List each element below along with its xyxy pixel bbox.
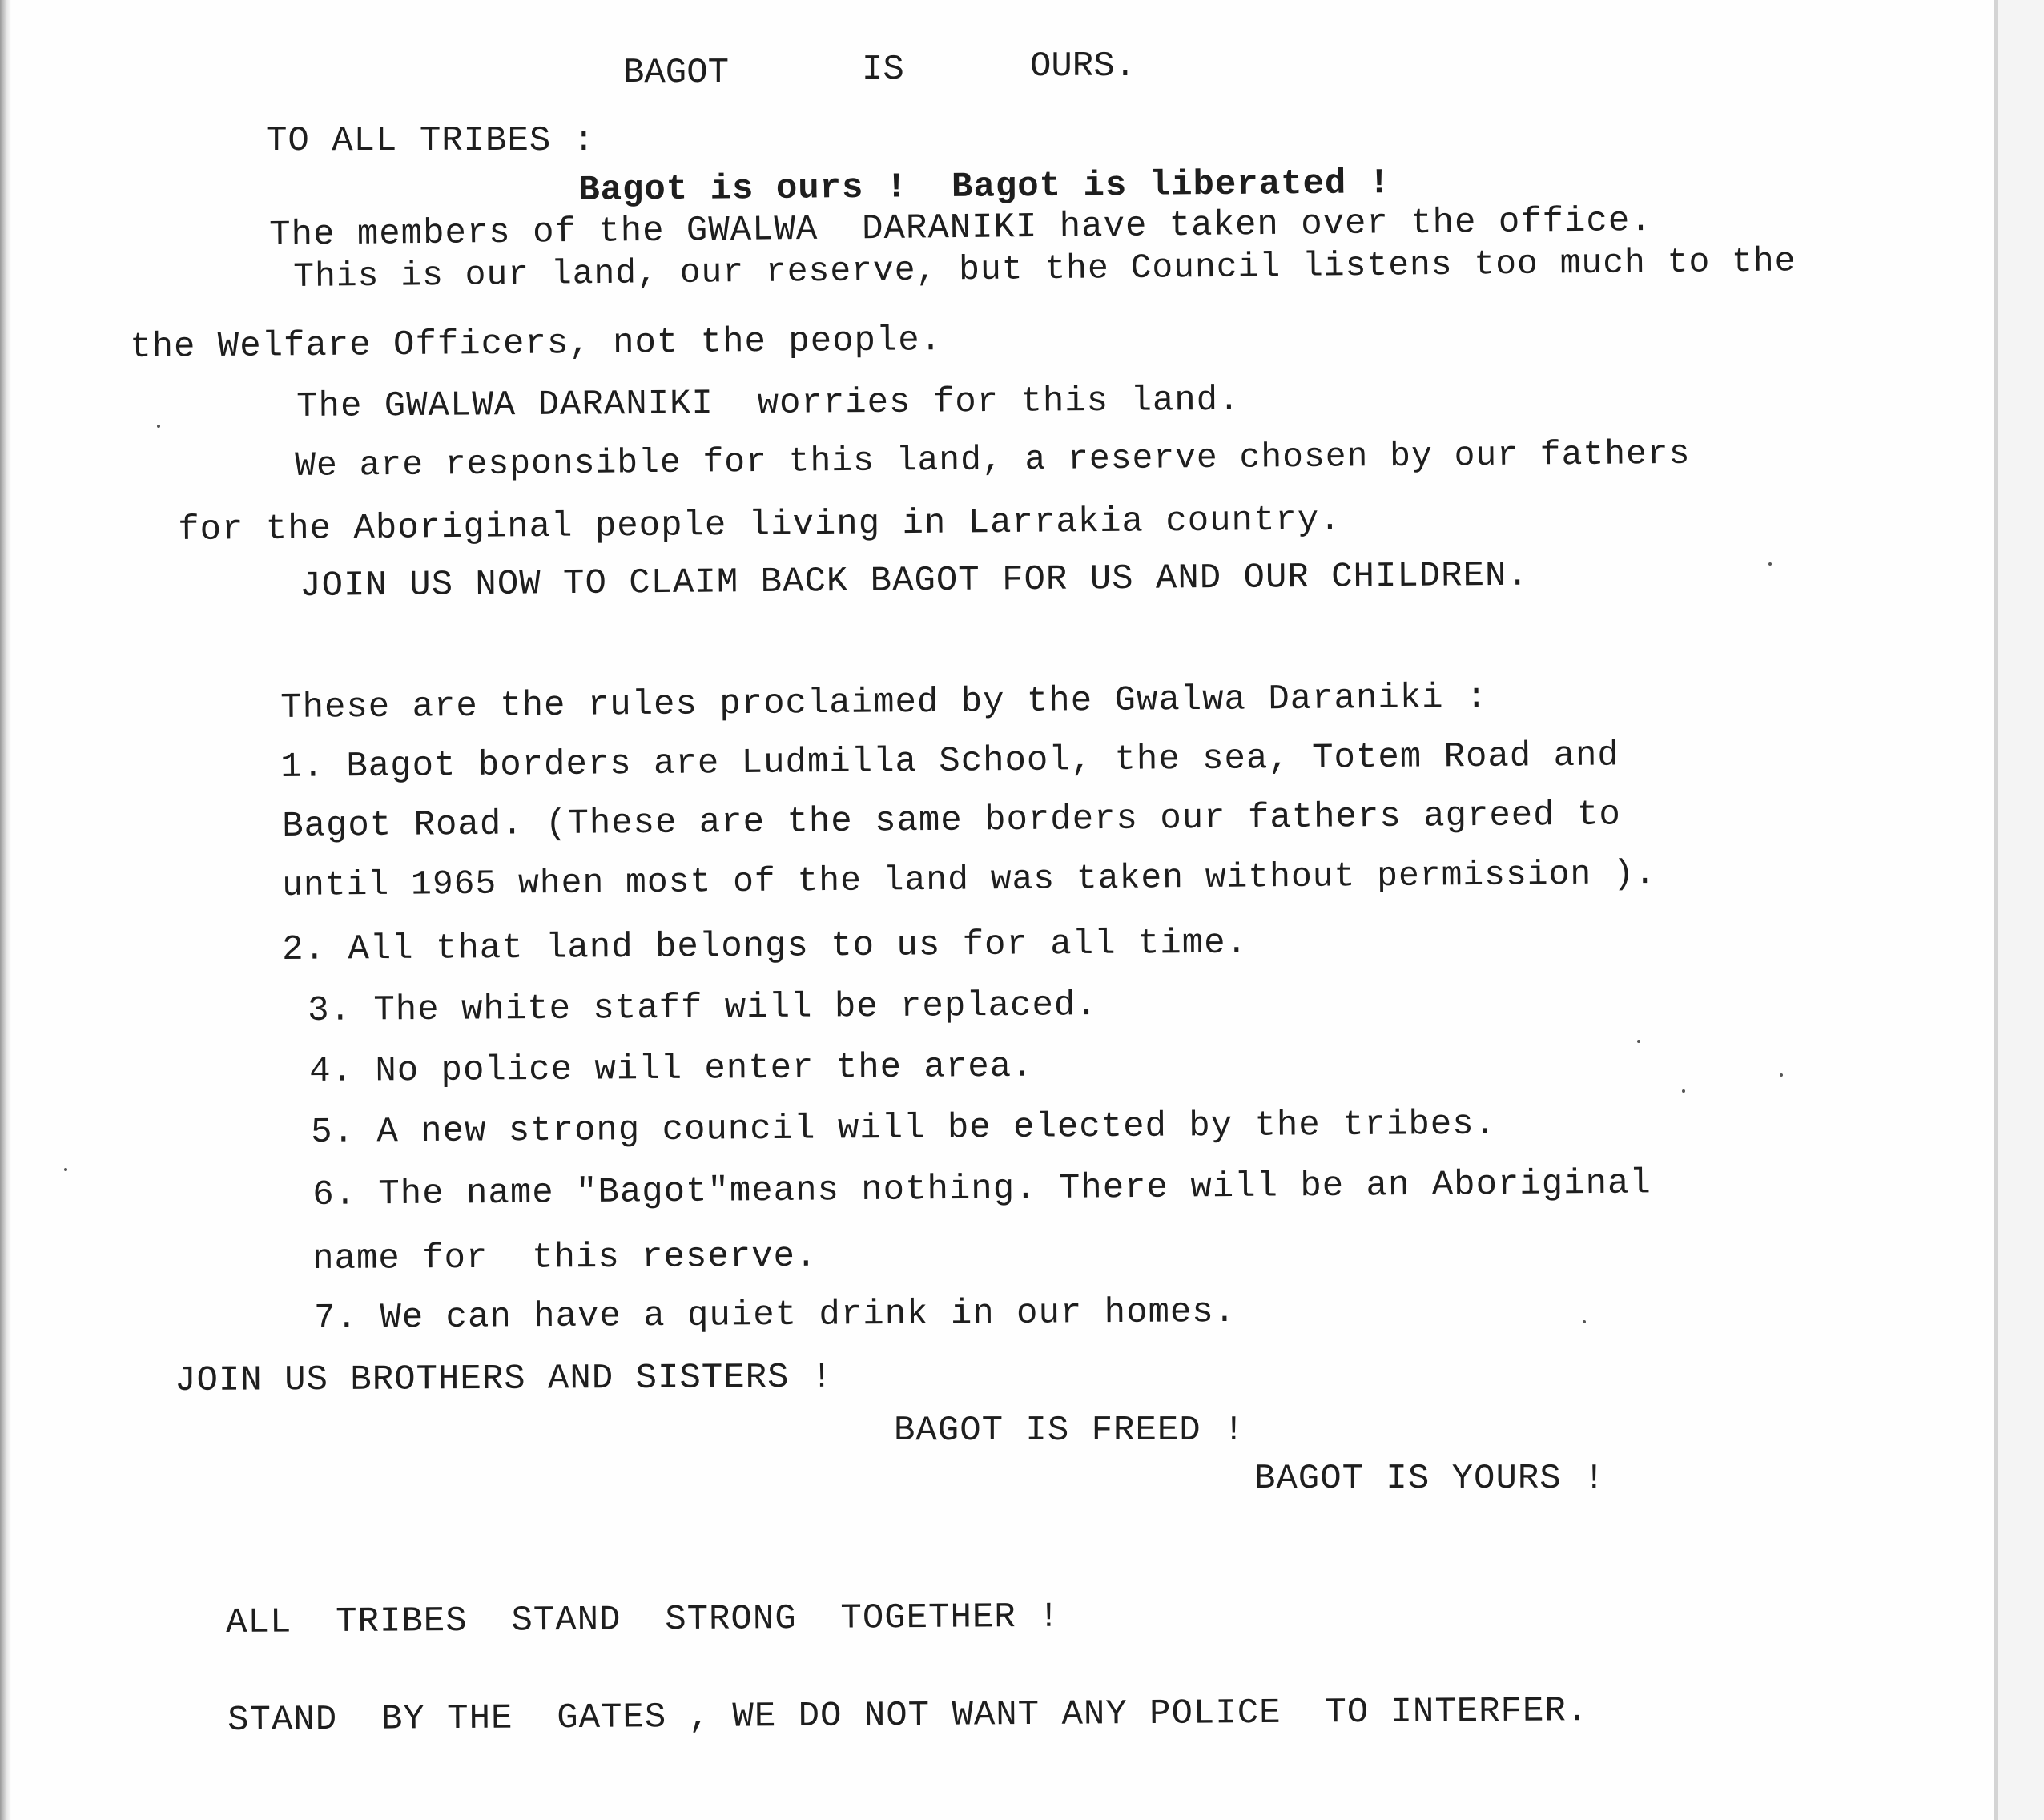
rule-6-line-2: name for this reserve. (312, 1236, 818, 1279)
rule-5: 5. A new strong council will be elected by the tribes. (311, 1104, 1497, 1153)
scan-speck (1637, 1040, 1640, 1043)
liberation-line: Bagot is ours ! Bagot is liberated ! (578, 163, 1391, 211)
bagot-freed-line: BAGOT IS FREED ! (894, 1411, 1245, 1451)
scan-speck (1682, 1089, 1685, 1093)
rule-1-line-1: 1. Bagot borders are Ludmilla School, the sea, Totem Road and (280, 735, 1620, 787)
scan-speck (157, 425, 160, 428)
larrakia-line: for the Aboriginal people living in Larrakia country. (178, 500, 1342, 550)
title-word-3: OURS. (1030, 46, 1137, 87)
scan-right-margin (1998, 0, 2044, 1820)
rule-1-line-2: Bagot Road. (These are the same borders our fathers agreed to (282, 795, 1622, 847)
rule-7: 7. We can have a quiet drink in our homes. (314, 1291, 1237, 1339)
salutation: TO ALL TRIBES : (266, 121, 596, 161)
rule-2: 2. All that land belongs to us for all time. (282, 923, 1249, 970)
scan-speck (1583, 1320, 1586, 1323)
welfare-officers-line: the Welfare Officers, not the people. (130, 320, 943, 368)
members-line: The members of the GWALWA DARANIKI have taken over the office. (269, 200, 1652, 256)
our-land-line: This is our land, our reserve, but the Council listens too much to the (293, 241, 1797, 296)
rule-3: 3. The white staff will be replaced. (308, 985, 1098, 1031)
stand-strong-line: ALL TRIBES STAND STRONG TOGETHER ! (226, 1597, 1060, 1643)
worries-line: The GWALWA DARANIKI worries for this land. (296, 380, 1241, 427)
title-word-1: BAGOT (623, 53, 730, 93)
rules-intro: These are the rules proclaimed by the Gwalwa Daraniki : (280, 677, 1488, 728)
rule-6-line-1: 6. The name "Bagot"means nothing. There will be an Aboriginal (312, 1163, 1652, 1215)
join-us-line: JOIN US BROTHERS AND SISTERS ! (175, 1357, 834, 1401)
title-word-2: IS (862, 50, 904, 90)
scan-speck (1780, 1073, 1783, 1077)
scan-speck (64, 1168, 67, 1171)
claim-back-line: JOIN US NOW TO CLAIM BACK BAGOT FOR US AND OUR CHILDREN. (300, 555, 1530, 606)
bagot-yours-line: BAGOT IS YOURS ! (1254, 1459, 1606, 1499)
page-left-shadow (0, 0, 11, 1820)
responsible-line: We are responsible for this land, a reserve chosen by our fathers (295, 433, 1691, 485)
rule-1-line-3: until 1965 when most of the land was taken without permission ). (282, 854, 1656, 905)
rule-4: 4. No police will enter the area. (309, 1046, 1034, 1092)
stand-by-gates-line: STAND BY THE GATES , WE DO NOT WANT ANY POLICE TO INTERFER. (227, 1691, 1589, 1741)
scan-speck (1768, 562, 1772, 566)
